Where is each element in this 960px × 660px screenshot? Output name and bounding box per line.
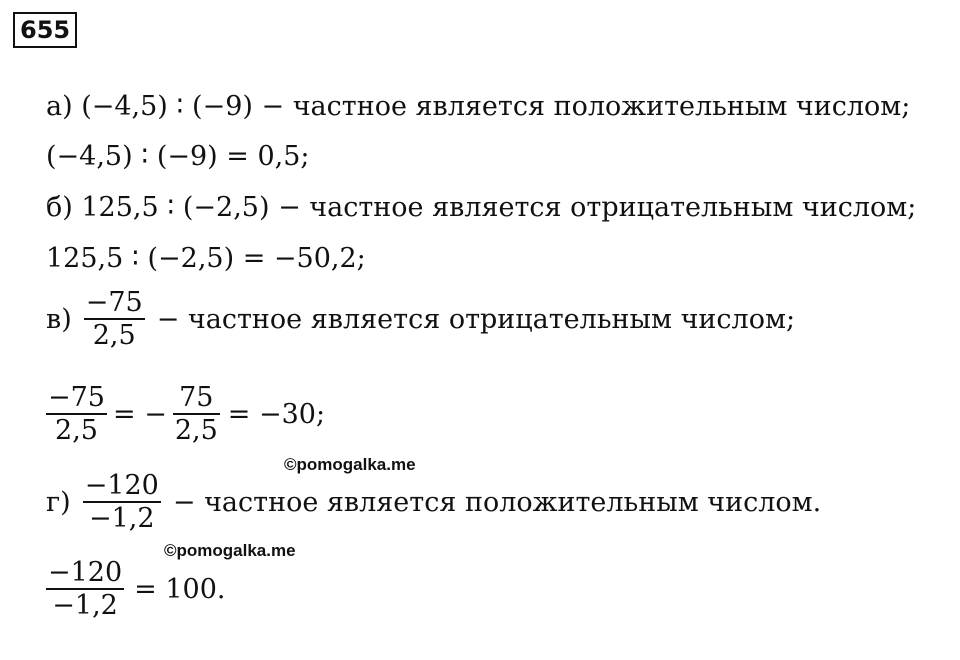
line-b-statement: б) 125,5 ∶ (−2,5) − частное является отрицательным числом; [46, 192, 917, 223]
fraction-denominator: −1,2 [52, 590, 118, 622]
fraction-denominator: −1,2 [88, 503, 155, 535]
line-v-statement [46, 287, 795, 352]
fraction-numerator: −120 [48, 557, 123, 588]
fraction-denominator: 2,5 [174, 415, 218, 447]
fraction-numerator: −75 [48, 382, 105, 413]
fraction-numerator: −120 [84, 470, 159, 501]
line-g-statement [46, 470, 821, 535]
statement-text: − частное является отрицательным числом; [156, 304, 796, 336]
problem-number: 655 [13, 12, 77, 48]
fraction-g-calc [46, 557, 124, 622]
result-v: = −30; [227, 399, 326, 431]
fraction-v [84, 287, 145, 352]
result-g: = 100. [134, 574, 226, 606]
statement-text: − частное является положительным числом. [172, 487, 822, 519]
equals-minus: = − [112, 399, 167, 431]
line-g-calculation [44, 557, 226, 622]
fraction-numerator: 75 [179, 382, 214, 413]
fraction-g [83, 470, 161, 535]
line-v-calculation [44, 382, 325, 447]
watermark: ©pomogalka.me [164, 541, 296, 560]
label-v: в) [46, 304, 72, 336]
fraction-v-calc-2 [173, 382, 220, 447]
line-a-calculation: (−4,5) ∶ (−9) = 0,5; [46, 141, 310, 172]
fraction-v-calc-1 [46, 382, 107, 447]
fraction-numerator: −75 [85, 287, 143, 318]
line-a-statement: а) (−4,5) ∶ (−9) − частное является положительным числом; [46, 91, 911, 122]
fraction-denominator: 2,5 [55, 415, 98, 447]
line-b-calculation: 125,5 ∶ (−2,5) = −50,2; [46, 243, 366, 274]
fraction-denominator: 2,5 [92, 320, 136, 352]
watermark: ©pomogalka.me [284, 455, 416, 474]
label-g: г) [46, 487, 71, 519]
